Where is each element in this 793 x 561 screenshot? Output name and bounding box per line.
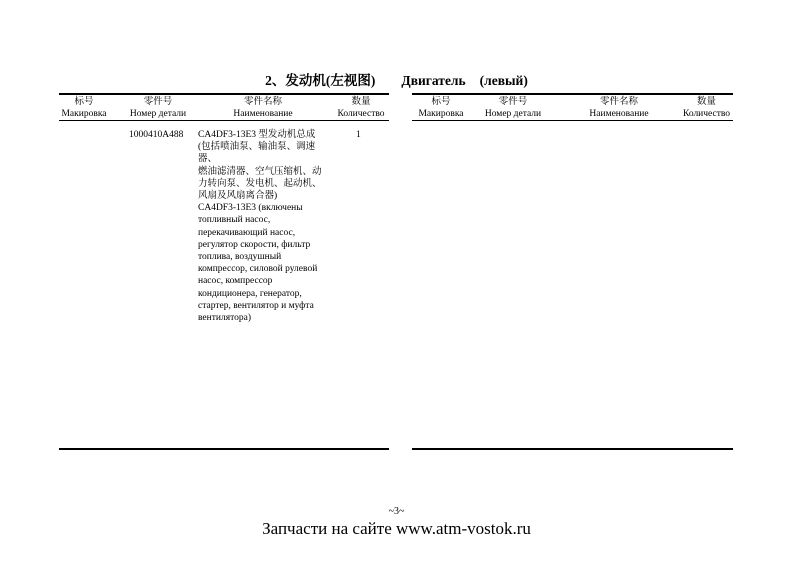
description-line: CA4DF3-13E3 型发动机总成 bbox=[198, 130, 316, 140]
header-mark bbox=[59, 96, 109, 120]
page-number: ~3~ bbox=[388, 506, 405, 517]
description-line: кондиционера, генератор, bbox=[198, 288, 302, 299]
parts-table-left bbox=[59, 93, 389, 450]
header-quantity-ru: Количество bbox=[337, 109, 385, 119]
header-mark bbox=[412, 96, 470, 120]
description-line: CA4DF3-13E3 (включены bbox=[198, 203, 303, 214]
description-line: стартер, вентилятор и муфта bbox=[198, 300, 314, 311]
header-mark-ru: Макировка bbox=[418, 109, 464, 119]
header-name-ru: Наименование bbox=[233, 109, 293, 119]
page-title bbox=[0, 69, 793, 89]
table-bottom-rule bbox=[412, 448, 733, 450]
header-quantity bbox=[680, 96, 733, 120]
description-line: топлива, воздушный bbox=[198, 252, 282, 263]
header-part-number-ru: Номер детали bbox=[129, 109, 187, 119]
description-line: регулятор скорости, фильтр bbox=[198, 239, 311, 250]
header-mark-ru: Макировка bbox=[61, 109, 107, 119]
header-part-number-ru: Номер детали bbox=[484, 109, 542, 119]
title-chinese: 2、发动机(左视图) bbox=[265, 73, 376, 88]
header-quantity bbox=[333, 96, 389, 120]
title-russian-note: (левый) bbox=[479, 73, 528, 88]
header-quantity-zh: 数量 bbox=[696, 97, 716, 107]
table-top-rule bbox=[412, 93, 733, 95]
header-name bbox=[223, 96, 303, 120]
description-line: перекачивающий насос, bbox=[198, 227, 296, 238]
header-name bbox=[579, 96, 659, 120]
header-name-zh: 零件名称 bbox=[599, 97, 638, 107]
header-part-number-zh: 零件号 bbox=[143, 97, 173, 107]
header-name-zh: 零件名称 bbox=[243, 97, 282, 107]
title-russian: Двигатель bbox=[401, 73, 466, 88]
row-part-number: 1000410A488 bbox=[129, 130, 184, 140]
header-part-number bbox=[478, 96, 548, 120]
header-mark-zh: 标号 bbox=[74, 97, 94, 107]
header-name-ru: Наименование bbox=[589, 109, 649, 119]
header-mark-zh: 标号 bbox=[431, 97, 451, 107]
header-quantity-ru: Количество bbox=[682, 109, 731, 119]
description-line: 力转向泵、发电机、起动机、 bbox=[198, 178, 322, 189]
header-part-number-zh: 零件号 bbox=[498, 97, 528, 107]
table-top-rule bbox=[59, 93, 389, 95]
description-line: вентилятора) bbox=[198, 313, 251, 324]
header-quantity-zh: 数量 bbox=[351, 97, 371, 107]
description-line: топливный насос, bbox=[198, 215, 271, 226]
parts-table-right bbox=[412, 93, 733, 450]
row-quantity: 1 bbox=[356, 130, 361, 140]
table-header-rule bbox=[412, 120, 733, 121]
description-line: насос, компрессор bbox=[198, 276, 273, 287]
table-header-rule bbox=[59, 120, 389, 121]
description-line: (包括喷油泵、输油泵、调速器、 bbox=[198, 142, 316, 165]
header-part-number bbox=[123, 96, 193, 120]
description-line: компрессор, силовой рулевой bbox=[198, 264, 318, 275]
description-line: 燃油滤清器、空气压缩机、动 bbox=[198, 166, 322, 177]
description-line: 风扇及风扇离合器) bbox=[198, 191, 278, 202]
footer-website-note: Запчасти на сайте www.atm-vostok.ru bbox=[262, 519, 531, 538]
row-name-description bbox=[198, 129, 330, 324]
table-bottom-rule bbox=[59, 448, 389, 450]
